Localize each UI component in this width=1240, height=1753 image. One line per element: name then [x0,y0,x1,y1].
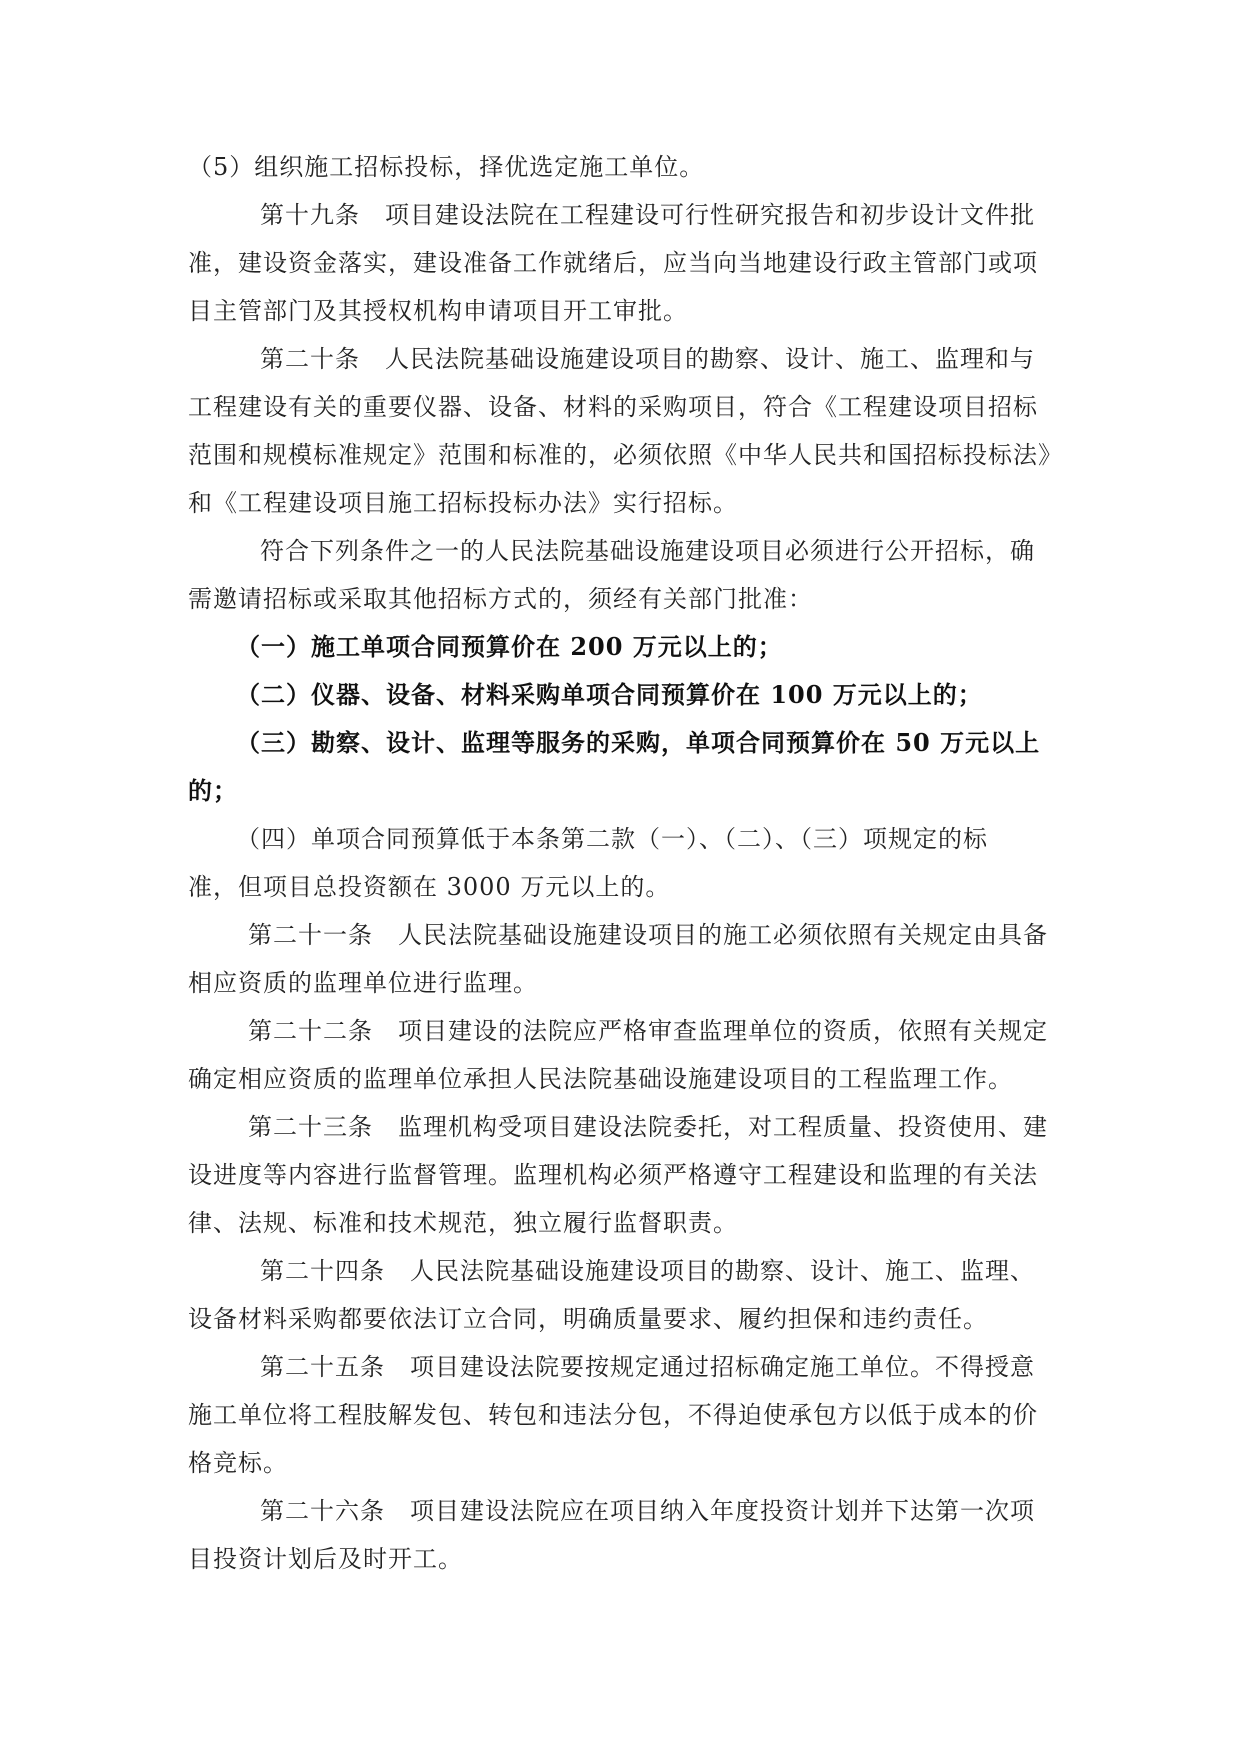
text-line: 符合下列条件之一的人民法院基础设施建设项目必须进行公开招标，确 [260,537,1035,565]
text-line: 律、法规、标准和技术规范，独立履行监督职责。 [188,1209,738,1237]
text-line: 格竞标。 [188,1449,288,1477]
text-line: 设备材料采购都要依法订立合同，明确质量要求、履约担保和违约责任。 [188,1305,988,1333]
text-line: 准，建设资金落实，建设准备工作就绪后，应当向当地建设行政主管部门或项 [188,249,1038,277]
text-line: 确定相应资质的监理单位承担人民法院基础设施建设项目的工程监理工作。 [188,1065,1013,1093]
text-line: 设进度等内容进行监督管理。监理机构必须严格遵守工程建设和监理的有关法 [188,1161,1038,1189]
text-line: 第二十三条 监理机构受项目建设法院委托，对工程质量、投资使用、建 [248,1113,1048,1141]
text-line: 范围和规模标准规定》范围和标准的，必须依照《中华人民共和国招标投标法》 [188,441,1063,469]
text-line: 准，但项目总投资额在 3000 万元以上的。 [188,873,671,901]
text-line: 相应资质的监理单位进行监理。 [188,969,538,997]
text-line: （四）单项合同预算低于本条第二款（一）、（二）、（三）项规定的标 [236,825,988,853]
text-line: 第十九条 项目建设法院在工程建设可行性研究报告和初步设计文件批 [260,201,1035,229]
text-line: 的； [188,776,238,805]
text-line: （一）施工单项合同预算价在 200 万元以上的； [236,632,783,661]
text-line: 需邀请招标或采取其他招标方式的，须经有关部门批准： [188,585,813,613]
text-line: （5）组织施工招标投标，择优选定施工单位。 [188,153,705,181]
document-body [188,143,1068,1583]
text-line: 目主管部门及其授权机构申请项目开工审批。 [188,297,688,325]
text-line: （三）勘察、设计、监理等服务的采购，单项合同预算价在 50 万元以上 [236,728,1041,757]
text-line: 第二十六条 项目建设法院应在项目纳入年度投资计划并下达第一次项 [260,1497,1035,1525]
text-line: 施工单位将工程肢解发包、转包和违法分包，不得迫使承包方以低于成本的价 [188,1401,1038,1429]
text-line: 第二十四条 人民法院基础设施建设项目的勘察、设计、施工、监理、 [260,1257,1035,1285]
text-line: 第二十二条 项目建设的法院应严格审查监理单位的资质，依照有关规定 [248,1017,1048,1045]
text-line: 第二十五条 项目建设法院要按规定通过招标确定施工单位。不得授意 [260,1353,1035,1381]
text-line: 第二十条 人民法院基础设施建设项目的勘察、设计、施工、监理和与 [260,345,1035,373]
text-line: 和《工程建设项目施工招标投标办法》实行招标。 [188,489,738,517]
text-line: 目投资计划后及时开工。 [188,1545,463,1573]
text-line: （二）仪器、设备、材料采购单项合同预算价在 100 万元以上的； [236,680,983,709]
text-line: 第二十一条 人民法院基础设施建设项目的施工必须依照有关规定由具备 [248,921,1048,949]
text-line: 工程建设有关的重要仪器、设备、材料的采购项目，符合《工程建设项目招标 [188,393,1038,421]
